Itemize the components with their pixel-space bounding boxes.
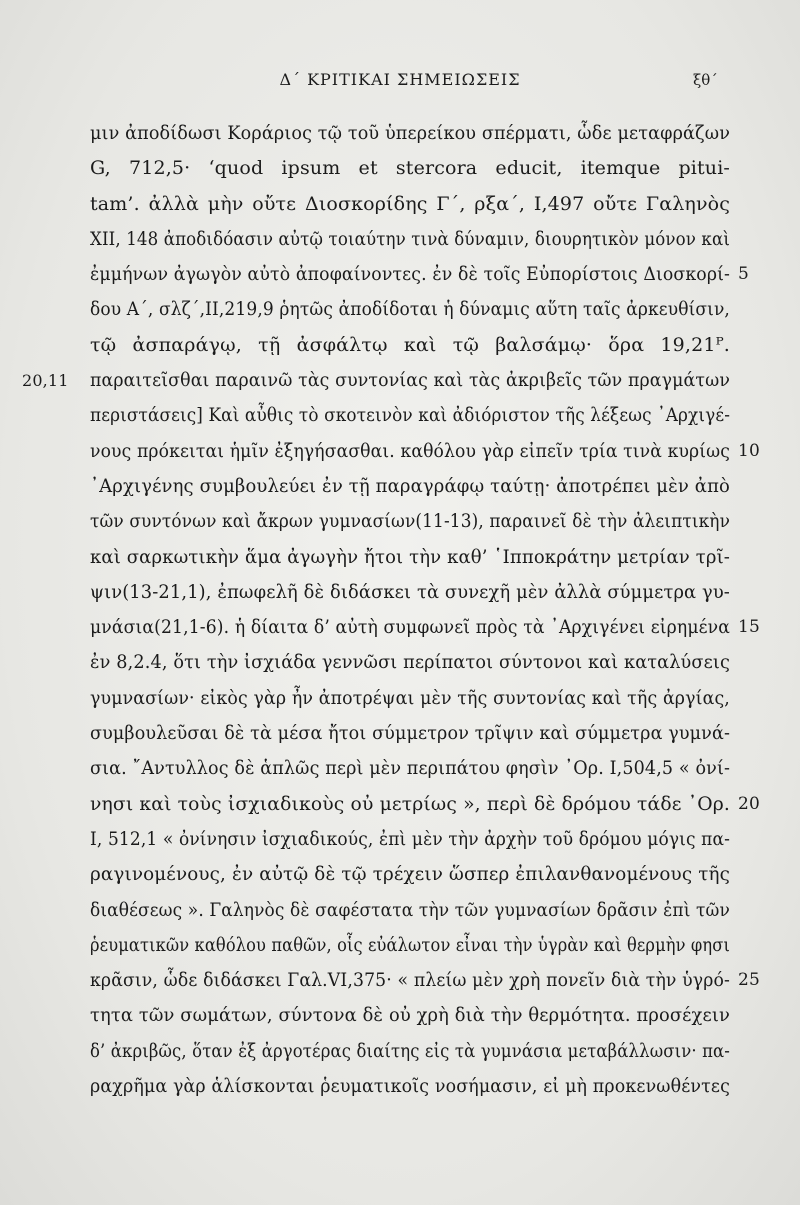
text-line	[90, 681, 730, 716]
line-text: δου Α΄, σλζ΄,II,219,9 ῥητῶς ἀποδίδοται ἡ δύναμις αὕτη ταῖς ἀρκευθίσιν,	[90, 298, 730, 321]
page-header	[0, 66, 800, 90]
text-line	[90, 187, 730, 222]
text-line	[90, 893, 730, 928]
text-line	[90, 787, 760, 822]
text-line	[90, 928, 730, 963]
text-line	[90, 822, 730, 857]
line-number: 10	[738, 440, 760, 461]
text-line	[22, 363, 731, 398]
running-head: Δ΄ ΚΡΙΤΙΚΑΙ ΣΗΜΕΙΩΣΕΙΣ	[279, 70, 521, 89]
text-line	[90, 469, 730, 504]
line-text: περιστάσεις] Καὶ αὖθις τὸ σκοτεινὸν καὶ ἀδιόριστον τῆς λέξεως ᾿Αρχιγέ-	[90, 404, 731, 427]
line-text: νους πρόκειται ἡμῖν ἐξηγήσασθαι. καθόλου γὰρ εἰπεῖν τρία τινὰ κυρίως	[90, 439, 731, 462]
line-text: διαθέσεως ». Γαληνὸς δὲ σαφέστατα τὴν τῶν γυμνασίων δρᾶσιν ἐπὶ τῶν	[90, 898, 730, 921]
line-text: ἐμμήνων ἀγωγὸν αὐτὸ ἀποφαίνοντες. ἐν δὲ τοῖς Εὐπορίστοις Διοσκορί-	[90, 263, 731, 286]
line-text: τῶν συντόνων καὶ ἄκρων γυμνασίων(11-13), παραινεῖ δὲ τὴν ἀλειπτικὴν	[90, 510, 731, 533]
line-text: XII, 148 ἀποδιδόασιν αὐτῷ τοιαύτην τινὰ δύναμιν, διουρητικὸν μόνον καὶ	[90, 227, 730, 250]
text-line	[90, 292, 730, 327]
line-text: ἐν 8,2.4, ὅτι τὴν ἰσχιάδα γεννῶσι περίπατοι σύντονοι καὶ καταλύσεις	[90, 651, 730, 674]
line-text: γυμνασίων· εἰκὸς γὰρ ἦν ἀποτρέψαι μὲν τῆς συντονίας καὶ τῆς ἀργίας,	[90, 686, 730, 709]
line-number: 25	[738, 970, 760, 991]
line-text: κρᾶσιν, ὧδε διδάσκει Γαλ.VI,375· « πλείω μὲν χρὴ πονεῖν διὰ τὴν ὑγρό-	[90, 969, 731, 992]
line-text: παραιτεῖσθαι παραινῶ τὰς συντονίας καὶ τὰς ἀκριβεῖς τῶν πραγμάτων	[90, 369, 731, 392]
text-line	[90, 1069, 730, 1104]
text-line	[90, 328, 730, 363]
line-text: δ’ ἀκριβῶς, ὅταν ἐξ ἀργοτέρας διαίτης εἰς τὰ γυμνάσια μεταβάλλωσιν· πα-	[90, 1039, 730, 1062]
text-line	[90, 751, 730, 786]
line-text: μιν ἀποδίδωσι Κοράριος τῷ τοῦ ὑπερείκου σπέρματι, ὧδε μεταφράζων	[90, 122, 731, 144]
line-number: 20	[738, 793, 760, 814]
line-text: νησι καὶ τοὺς ἰσχιαδικοὺς οὐ μετρίως », περὶ δὲ δρόμου τάδε ᾿Ορ.	[90, 792, 731, 815]
text-line	[90, 222, 730, 257]
line-text: ψιν(13-21,1), ἐπωφελῆ δὲ διδάσκει τὰ συνεχῆ μὲν ἀλλὰ σύμμετρα γυ-	[90, 580, 730, 603]
text-line	[90, 857, 730, 892]
line-number: 5	[738, 264, 749, 285]
text-line	[90, 716, 730, 751]
text-line	[90, 575, 730, 610]
line-text: ραγινομένους, ἐν αὐτῷ δὲ τῷ τρέχειν ὥσπερ ἐπιλανθανομένους τῆς	[90, 863, 730, 886]
text-line	[90, 610, 760, 645]
margin-reference: 20,11	[22, 371, 69, 391]
text-line	[90, 963, 760, 998]
line-text: ῥευματικῶν καθόλου παθῶν, οἷς εὐάλωτον εἶναι τὴν ὑγρὰν καὶ θερμὴν φησι	[90, 933, 730, 956]
text-line	[90, 998, 730, 1033]
text-line	[90, 116, 730, 151]
line-text: ραχρῆμα γὰρ ἁλίσκονται ῥευματικοῖς νοσήμασιν, εἰ μὴ προκενωθέντες	[90, 1075, 731, 1098]
line-text: τῷ ἀσπαράγῳ, τῇ ἀσφάλτῳ καὶ τῷ βαλσάμῳ· ὅρα 19,21ᴾ.	[90, 333, 730, 356]
line-text: G, 712,5· ‘quod ipsum et stercora educit, itemque pitui-	[90, 157, 730, 180]
line-text: μνάσια(21,1-6). ἡ δίαιτα δ’ αὐτὴ συμφωνεῖ πρὸς τὰ ᾿Αρχιγένει εἰρημένα	[90, 616, 731, 639]
line-text: σια. ῎Αντυλλος δὲ ἁπλῶς περὶ μὲν περιπάτου φησὶν ᾿Ορ. I,504,5 « ὀνί-	[90, 757, 731, 780]
line-number: 15	[738, 617, 760, 638]
body-text	[22, 116, 760, 1104]
text-line	[90, 645, 730, 680]
line-text: συμβουλεῦσαι δὲ τὰ μέσα ἤτοι σύμμετρον τρῖψιν καὶ σύμμετρα γυμνά-	[90, 722, 731, 745]
page-number: ξθ΄	[693, 71, 718, 89]
line-text: καὶ σαρκωτικὴν ἅμα ἀγωγὴν ἤτοι τὴν καθ’ ῾Ιπποκράτην μετρίαν τρῖ-	[90, 545, 731, 568]
line-text: tam’. ἀλλὰ μὴν οὔτε Διοσκορίδης Γ΄, ρξα΄, I,497 οὔτε Γαληνὸς	[90, 192, 731, 215]
text-line	[90, 434, 760, 469]
text-line	[90, 504, 730, 539]
text-line	[90, 257, 749, 292]
text-line	[90, 398, 730, 433]
text-line	[90, 151, 730, 186]
line-text: ᾿Αρχιγένης συμβουλεύει ἐν τῇ παραγράφῳ ταύτῃ· ἀποτρέπει μὲν ἀπὸ	[90, 474, 731, 497]
text-line	[90, 540, 730, 575]
text-line	[90, 1034, 730, 1069]
line-text: I, 512,1 « ὀνίνησιν ἰσχιαδικούς, ἐπὶ μὲν τὴν ἀρχὴν τοῦ δρόμου μόγις πα-	[90, 827, 730, 850]
line-text: τητα τῶν σωμάτων, σύντονα δὲ οὐ χρὴ διὰ τὴν θερμότητα. προσέχειν	[90, 1004, 730, 1027]
